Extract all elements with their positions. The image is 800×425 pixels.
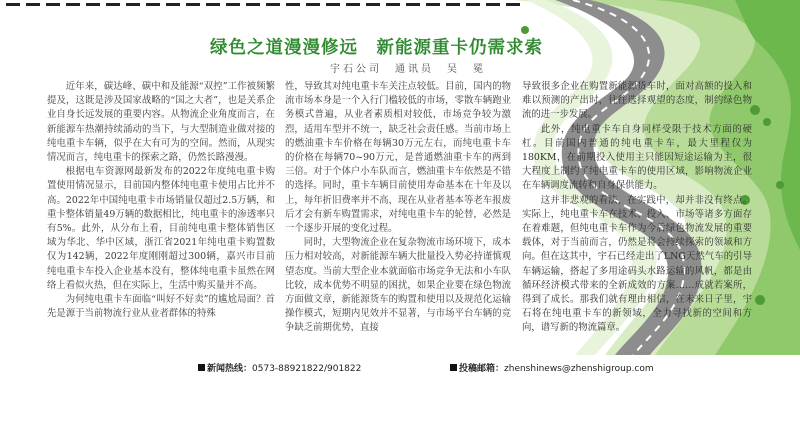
paragraph: 此外，纯电重卡车自身同样受限于技术方面的硬杠。目前国内普通的纯电重卡车，最大里程仅为180KM，在前期投入使用主只能因短途运输为主，很大程度上制约了纯电重卡车的使用区域，影响物流企业在车辆调度流转和自身保供能力。 <box>522 123 752 192</box>
square-bullet-icon <box>198 364 205 371</box>
paragraph: 同时，大型物流企业在复杂物流市场环境下，成本压力相对较高，对新能源车辆大批量投入势必持谨慎观望态度。当前大型企业本就面临市场竞争无法和小车队比较，成本优势不明显的困扰，如果企业要在绿色物流方面做文章，新能源货车的购置和使用以及规范化运输操作模式，短期内见效并不显著，与市场平台车辆的竞争缺乏前期优势，直接 <box>285 237 511 334</box>
submission-email <box>450 361 654 374</box>
article-title: 绿色之道漫漫修远 新能源重卡仍需求索 <box>210 38 543 58</box>
article-column-1 <box>47 80 275 321</box>
article-column-3 <box>522 80 752 336</box>
article-column-2 <box>285 80 511 336</box>
email-address[interactable]: zhenshinews@zhenshigroup.com <box>504 364 654 374</box>
hotline-label: 新闻热线： <box>207 364 253 374</box>
paragraph: 近年来，碳达峰、碳中和及能源“双控”工作被频繁提及，这既是涉及国家战略的“国之大者”，也是关系企业自身长远发展的重要内容。从物流企业角度而言，在新能源车热潮持续涌动的当下，与大型制造业做对接的纯电重卡车辆，似乎在大有可为的空间。然而，从现实情况而言，纯电重卡的探索之路，仍然长路漫漫。 <box>47 81 275 164</box>
paragraph: 根据电车资源网最新发布的2022年度纯电重卡购置使用情况显示，目前国内整体纯电重卡使用占比并不高。2022年中国纯电重卡市场销量仅超过2.5万辆，和重卡整体销量49万辆的数据相比，纯电重卡的渗透率只有5%。此外，从分布上看，目前纯电重卡整体销售区域为华北、华中区域，浙江省2021年纯电重卡购置数仅为142辆，2022年度刚刚超过300辆，嘉兴市目前纯电重卡车投入企业基本没有，整体纯电重卡虽然在网络上看似火热，但在实际上，生活中购买量并不高。 <box>47 166 275 291</box>
square-bullet-icon <box>450 364 457 371</box>
hotline-number: 0573-88921822/901822 <box>252 364 362 374</box>
paragraph: 为何纯电重卡车面临“叫好不好卖”的尴尬局面？首先是源于当前物流行业从业者群体的特殊 <box>47 294 275 320</box>
paragraph: 性，导致其对纯电重卡车关注点较低。目前，国内的物流市场本身是一个入行门槛较低的市场，零散车辆跑业务模式普遍，从业者素质相对较低，市场竞争较为激烈，适用车型并不统一，缺乏社会责任感。当前市场上的燃油重卡车价格在每辆30万元左右，而纯电重卡车的价格在每辆70~90万元，是普通燃油重卡车的两到三倍。对于个体户小车队而言，燃油重卡车依然是不错的选择。同时，重卡车辆目前使用寿命基本在十年及以上，每年折旧费率并不高，现在从业者基本等老车报废后才会有新车购置需求，对纯电重卡车的轮替，必然是一个逐步开展的变化过程。 <box>285 81 511 235</box>
news-hotline <box>198 361 361 374</box>
paragraph: 导致很多企业在购置新能源货车时，面对高额的投入和难以预测的产出时，往往选择观望的态度，制约绿色物流的进一步发展。 <box>522 81 752 121</box>
email-label: 投稿邮箱： <box>459 364 505 374</box>
article-byline: 宇石公司 通讯员 吴 冕 <box>330 64 486 75</box>
footer-bar <box>0 361 800 375</box>
paragraph: 这并非悲观的看法，在实践中，却并非没有终点。 实际上，纯电重卡车在技术、投入、市场等诸多方面存在着难题，但纯电重卡车作为今后绿色物流发展的重要载体，对于当前而言，仍然是将会持续探索的领域和方向。但在这其中，宇石已经走出了LNG天然气车的引导车辆运输，搭起了多用途码头水路运输的风帆，都是由循环经济模式带来的全新成效的方案……成就若案所，得到了成长。那我们就有理由相信，在未来日子里，宇石将在纯电重卡车的新领域，全力寻找新的空间和方向，谱写新的物流篇章。 <box>522 194 752 334</box>
